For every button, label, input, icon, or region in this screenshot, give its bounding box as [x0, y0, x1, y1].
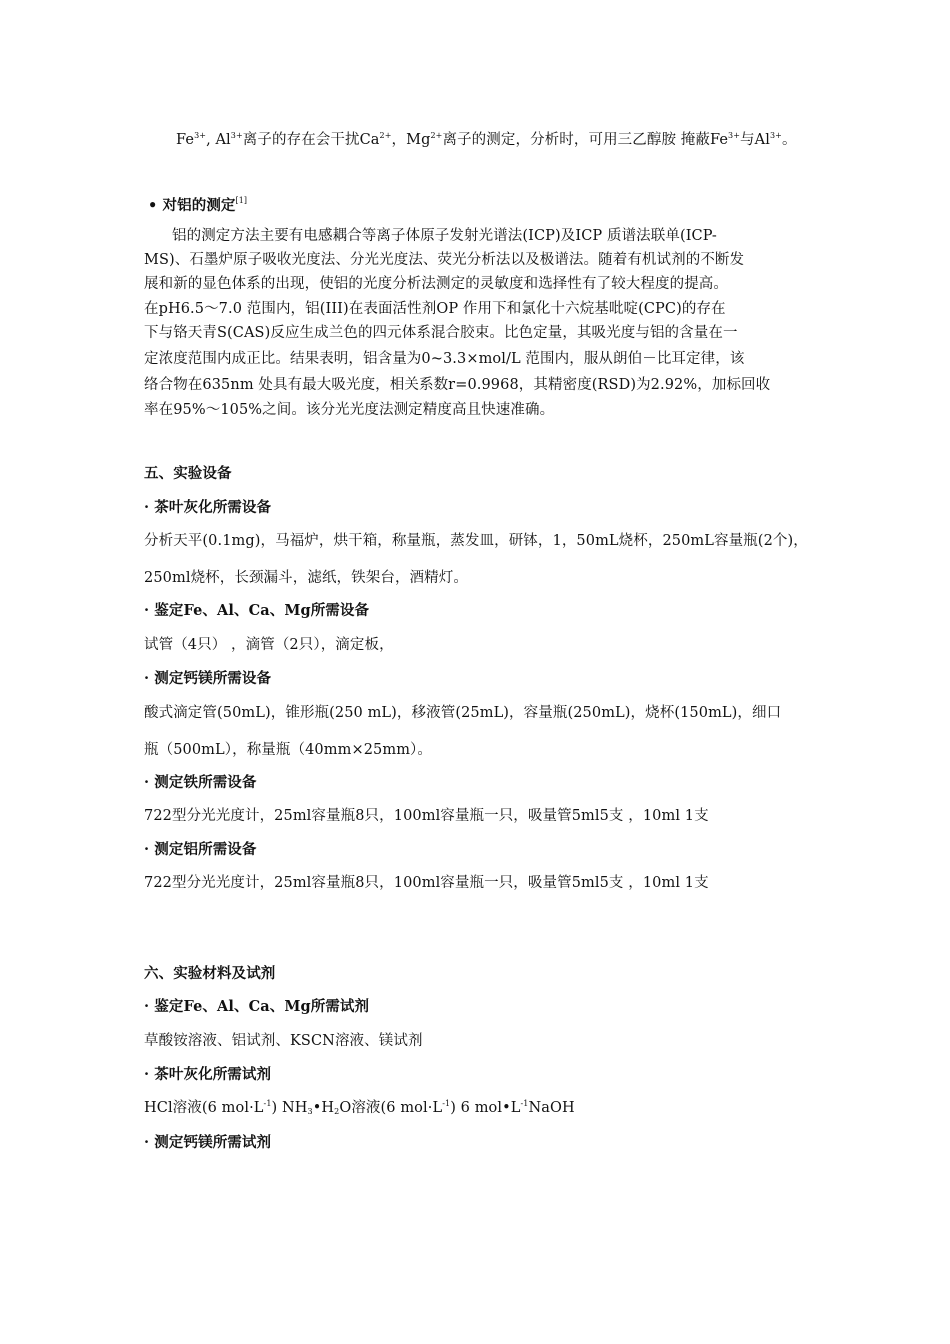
intro-text: ，Mg [391, 132, 431, 148]
intro-text: 离子的存在会干扰Ca [242, 132, 380, 148]
al-equipment-line: 722型分光光度计，25ml容量瓶8只，100ml容量瓶一只，吸量管5ml5支 ，10ml 1支 [144, 875, 709, 891]
subheading-camg-equipment: · 测定钙镁所需设备 [144, 670, 272, 687]
reagent-text: O溶液(6 mol·L [339, 1100, 443, 1116]
intro-text: 离子的测定，分析时，可用三乙醇胺 掩蔽Fe [442, 132, 729, 148]
superscript: 3+ [194, 131, 207, 140]
reagent-text: ) 6 mol•L [450, 1100, 521, 1116]
intro-text: 。 [781, 132, 797, 148]
subheading-fe-equipment: · 测定铁所需设备 [144, 774, 257, 791]
al-heading-text: • 对铝的测定 [148, 197, 236, 214]
section-heading-equipment: 五、实验设备 [144, 465, 232, 482]
subheading-ash-equipment: · 茶叶灰化所需设备 [144, 499, 272, 516]
reagent-text: ) NH [271, 1100, 308, 1116]
subheading-al-equipment: · 测定铝所需设备 [144, 841, 257, 858]
subheading-ident-equipment: · 鉴定Fe、Al、Ca、Mg所需设备 [144, 602, 370, 619]
al-section-heading [148, 194, 247, 215]
al-paragraph-line: 铝的测定方法主要有电感耦合等离子体原子发射光谱法(ICP)及ICP 质谱法联单(ICP- [172, 228, 717, 244]
ident-reagents-line: 草酸铵溶液、铝试剂、KSCN溶液、镁试剂 [144, 1033, 423, 1049]
subscript: 2 [334, 1107, 340, 1116]
reagent-text: •H [312, 1100, 335, 1116]
subheading-camg-reagents: · 测定钙镁所需试剂 [144, 1134, 272, 1151]
superscript: -1 [442, 1099, 451, 1108]
al-paragraph-line: 络合物在635nm 处具有最大吸光度，相关系数r=0.9968，其精密度(RSD)为2.92%，加标回收 [144, 377, 771, 393]
fe-equipment-line: 722型分光光度计，25ml容量瓶8只，100ml容量瓶一只，吸量管5ml5支 ，10ml 1支 [144, 808, 709, 824]
intro-text: , Al [206, 132, 231, 148]
section-heading-materials: 六、实验材料及试剂 [144, 965, 276, 982]
camg-equipment-line: 瓶（500mL），称量瓶（40mm×25mm）。 [144, 742, 433, 758]
intro-text: 与Al [740, 132, 770, 148]
al-paragraph-line: 下与铬天青S(CAS)反应生成兰色的四元体系混合胶束。比色定量，其吸光度与铝的含量在一 [144, 325, 738, 341]
ident-equipment-line: 试管（4只） ，滴管（2只），滴定板， [144, 637, 394, 653]
al-paragraph-line: 率在95%～105%之间。该分光光度法测定精度高且快速准确。 [144, 402, 555, 418]
al-paragraph-line: MS)、石墨炉原子吸收光度法、分光光度法、荧光分析法以及极谱法。随着有机试剂的不断发 [144, 252, 745, 268]
subheading-ash-reagents: · 茶叶灰化所需试剂 [144, 1066, 272, 1083]
camg-equipment-line: 酸式滴定管(50mL)，锥形瓶(250 mL)，移液管(25mL)，容量瓶(250mL)，烧杯(150mL)，细口 [144, 705, 782, 721]
intro-text: Fe [176, 132, 195, 148]
subheading-ident-reagents: · 鉴定Fe、Al、Ca、Mg所需试剂 [144, 998, 370, 1015]
ash-equipment-line: 分析天平(0.1mg)，马福炉，烘干箱，称量瓶，蒸发皿，研钵，1，50mL烧杯，250mL容量瓶(2个)， [144, 533, 808, 549]
al-paragraph-line: 定浓度范围内成正比。结果表明，铝含量为0~3.3×mol/L 范围内，服从朗伯－比耳定律，该 [144, 351, 745, 367]
ash-equipment-line: 250ml烧杯，长颈漏斗，滤纸，铁架台，酒精灯。 [144, 570, 468, 586]
superscript: 2+ [379, 131, 392, 140]
al-paragraph-line: 在pH6.5～7.0 范围内，铝(III)在表面活性剂OP 作用下和氯化十六烷基吡啶(CPC)的存在 [144, 301, 726, 317]
intro-paragraph [176, 128, 797, 149]
superscript: 2+ [430, 131, 443, 140]
superscript: 3+ [230, 131, 243, 140]
reagent-text: HCl溶液(6 mol·L [144, 1100, 264, 1116]
superscript: 3+ [728, 131, 741, 140]
al-paragraph-line: 展和新的显色体系的出现，使铝的光度分析法测定的灵敏度和选择性有了较大程度的提高。 [144, 276, 728, 292]
superscript: 3+ [769, 131, 782, 140]
reagent-text: NaOH [528, 1100, 575, 1116]
superscript: -1 [263, 1099, 272, 1108]
citation-ref[interactable]: [1] [235, 196, 248, 205]
subscript: 3 [307, 1107, 313, 1116]
ash-reagents-line [144, 1096, 575, 1117]
superscript: -1 [520, 1099, 529, 1108]
